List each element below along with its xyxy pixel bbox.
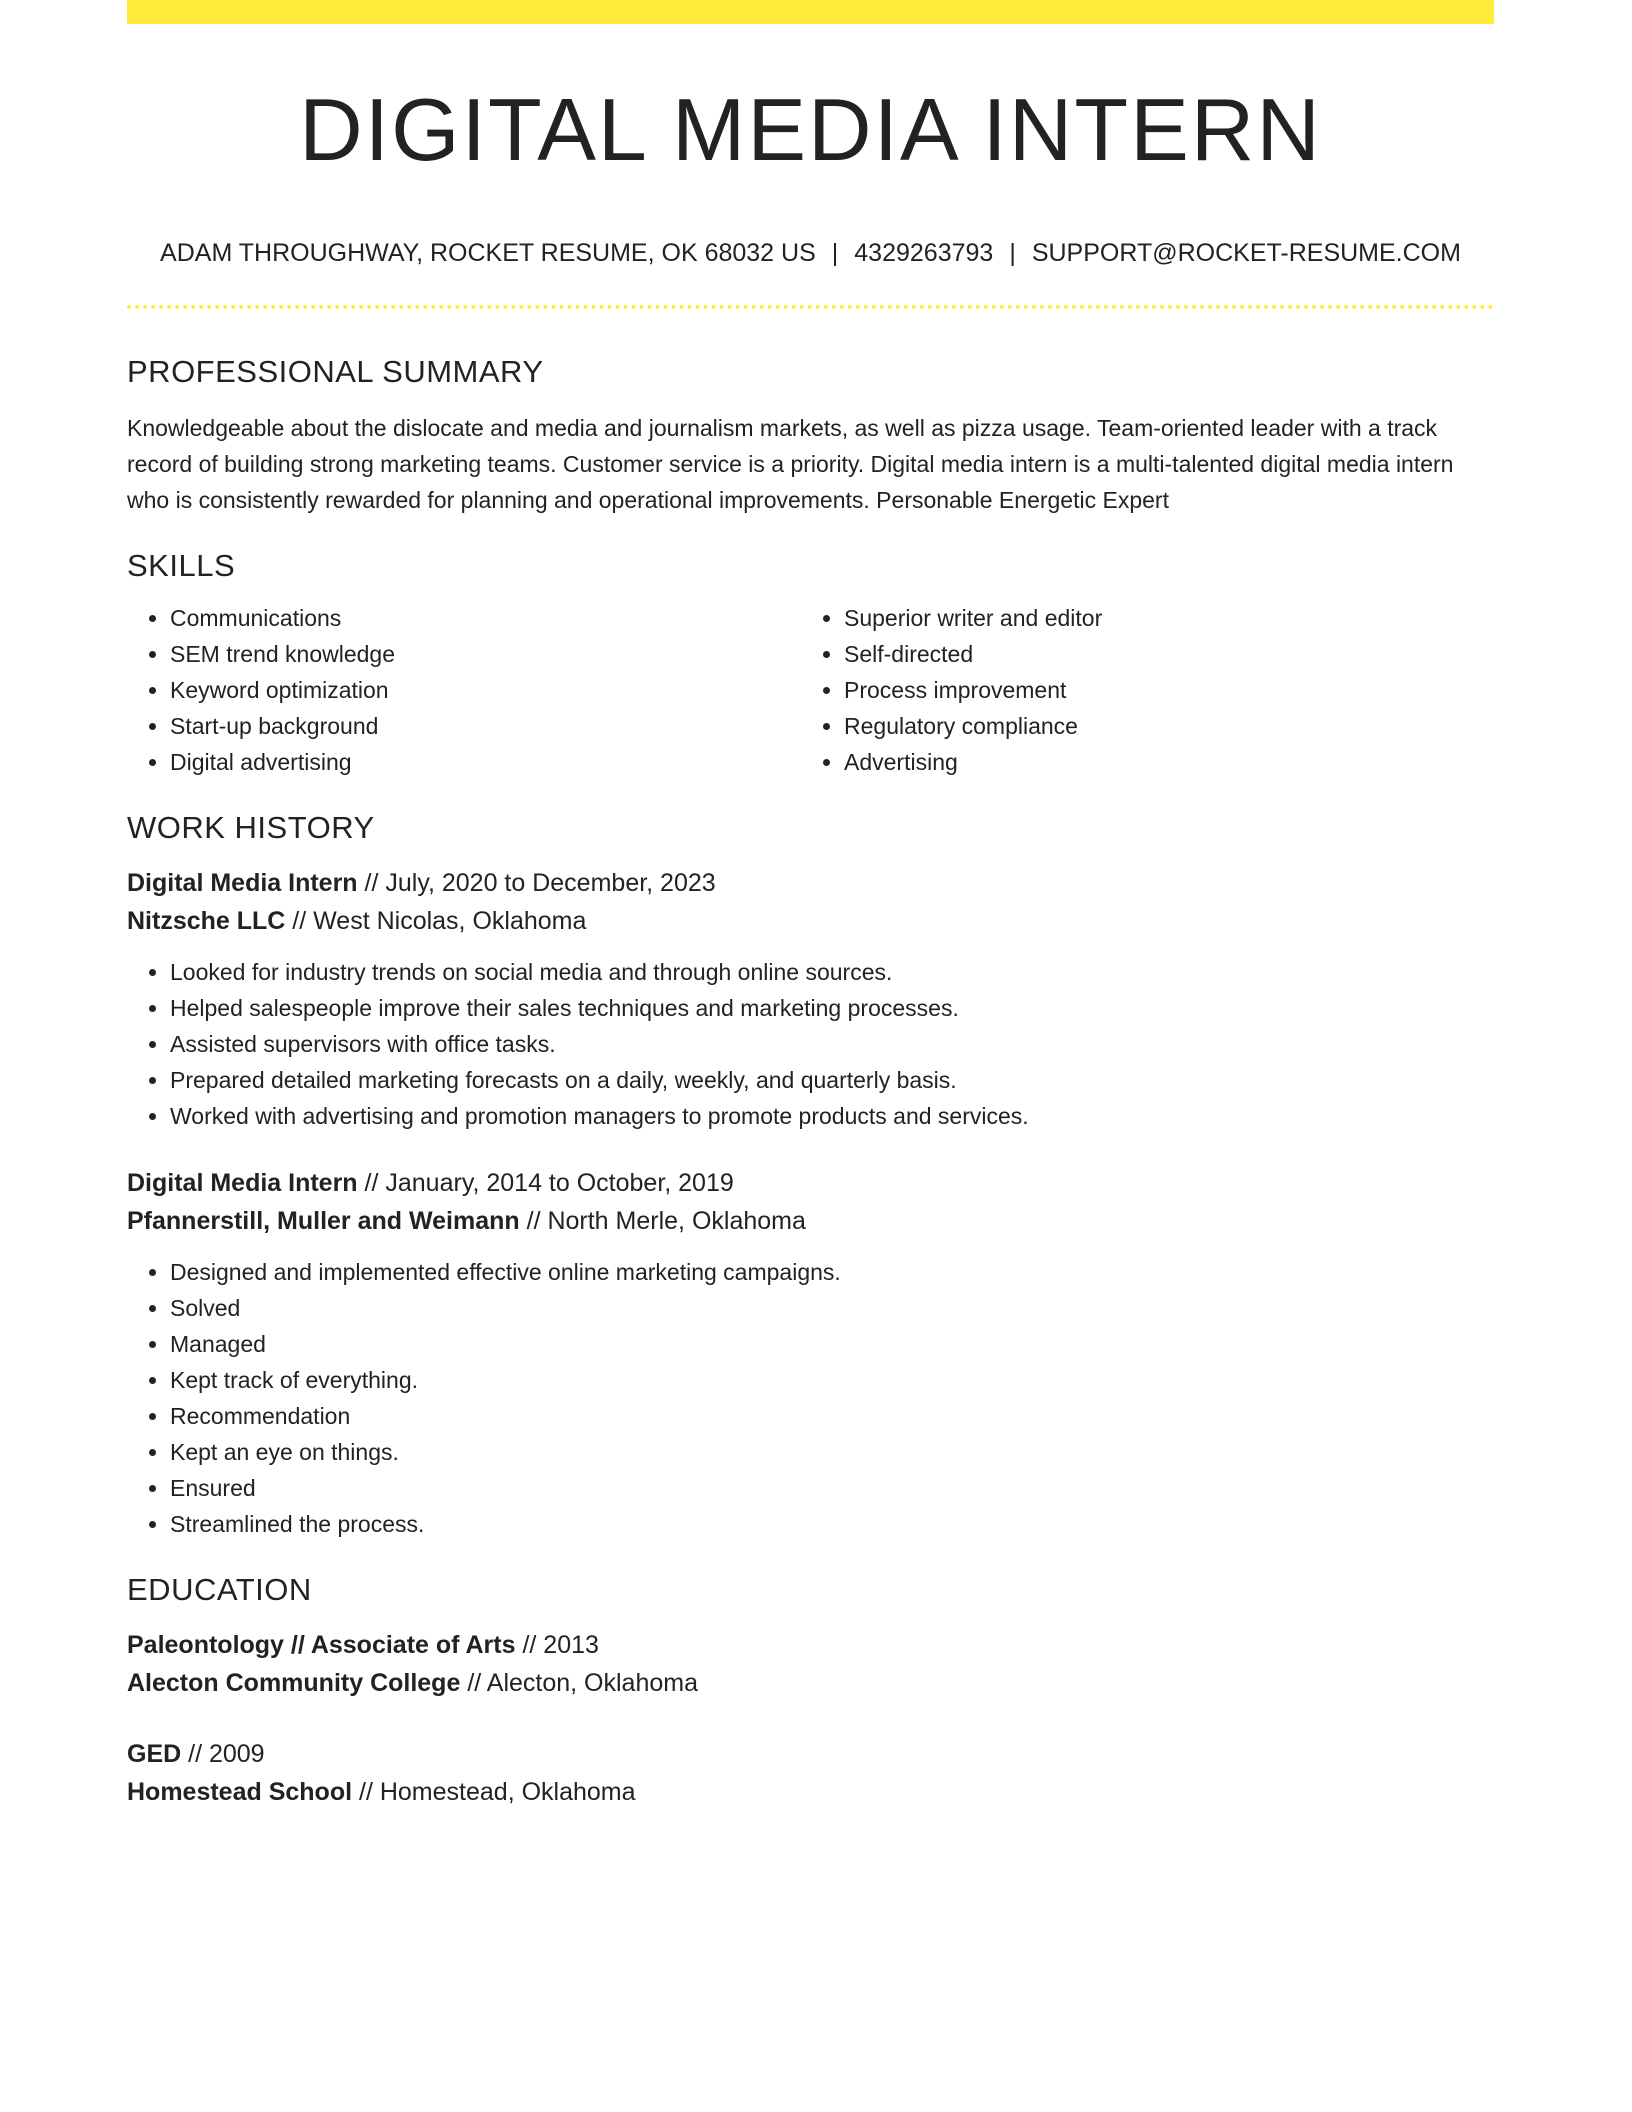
work-history-heading: WORK HISTORY xyxy=(127,810,375,845)
education-location: // Homestead, Oklahoma xyxy=(352,1778,636,1806)
summary-heading: PROFESSIONAL SUMMARY xyxy=(127,354,544,389)
education-degree: GED xyxy=(127,1740,182,1768)
job-location: // West Nicolas, Oklahoma xyxy=(285,907,587,935)
work-history-section xyxy=(127,808,1494,1542)
job-title: Digital Media Intern xyxy=(127,869,358,897)
resume-title: DIGITAL MEDIA INTERN xyxy=(299,80,1322,179)
job-company: Nitzsche LLC xyxy=(127,907,286,935)
education-entry xyxy=(127,1735,1494,1811)
job-bullet: • Designed and implemented effective online marketing campaigns. xyxy=(170,1254,1494,1290)
contact-phone: 4329263793 xyxy=(854,239,994,267)
job-bullet: • Streamlined the process. xyxy=(170,1506,1494,1542)
skill-item: • Advertising xyxy=(844,744,1494,780)
job-company: Pfannerstill, Muller and Weimann xyxy=(127,1207,520,1235)
education-year: // 2013 xyxy=(515,1631,599,1659)
education-degree-line xyxy=(127,1735,1494,1773)
contact-line xyxy=(127,236,1494,270)
skill-item: • Superior writer and editor xyxy=(844,600,1494,636)
skill-item: • SEM trend knowledge xyxy=(170,636,801,672)
dotted-divider xyxy=(127,305,1494,309)
education-school-line xyxy=(127,1664,1494,1702)
job-bullet: • Looked for industry trends on social media and through online sources. xyxy=(170,954,1494,990)
skill-item: • Self-directed xyxy=(844,636,1494,672)
job-company-line xyxy=(127,1202,1494,1240)
education-entry xyxy=(127,1626,1494,1702)
education-school-line xyxy=(127,1773,1494,1811)
contact-email: SUPPORT@ROCKET-RESUME.COM xyxy=(1031,239,1461,267)
job-bullet: • Helped salespeople improve their sales techniques and marketing processes. xyxy=(170,990,1494,1026)
skills-columns xyxy=(127,600,1494,780)
job-bullets xyxy=(127,1254,1494,1542)
job-bullet: • Prepared detailed marketing forecasts on a daily, weekly, and quarterly basis. xyxy=(170,1062,1494,1098)
contact-separator: | xyxy=(831,239,839,267)
job-entry xyxy=(127,1164,1494,1542)
education-year: // 2009 xyxy=(181,1740,265,1768)
education-school: Homestead School xyxy=(127,1778,353,1806)
education-location: // Alecton, Oklahoma xyxy=(460,1669,698,1697)
summary-section xyxy=(127,352,1494,518)
contact-address: ADAM THROUGHWAY, ROCKET RESUME, OK 68032 US xyxy=(160,239,816,267)
education-section xyxy=(127,1570,1494,1811)
job-bullet: • Solved xyxy=(170,1290,1494,1326)
resume-content xyxy=(127,352,1494,1811)
skills-right-list xyxy=(801,600,1494,780)
job-bullet: • Kept track of everything. xyxy=(170,1362,1494,1398)
skills-left-list xyxy=(127,600,801,780)
job-bullet: • Kept an eye on things. xyxy=(170,1434,1494,1470)
education-degree: Paleontology // Associate of Arts xyxy=(127,1631,516,1659)
job-bullet: • Managed xyxy=(170,1326,1494,1362)
job-bullet: • Worked with advertising and promotion managers to promote products and services. xyxy=(170,1098,1494,1134)
job-bullet: • Recommendation xyxy=(170,1398,1494,1434)
job-company-line xyxy=(127,902,1494,940)
education-degree-line xyxy=(127,1626,1494,1664)
education-school: Alecton Community College xyxy=(127,1669,461,1697)
contact-separator: | xyxy=(1009,239,1016,267)
skill-item: • Regulatory compliance xyxy=(844,708,1494,744)
education-heading: EDUCATION xyxy=(127,1572,312,1607)
skill-item: • Communications xyxy=(170,600,801,636)
job-bullet: • Ensured xyxy=(170,1470,1494,1506)
skill-item: • Digital advertising xyxy=(170,744,801,780)
job-title: Digital Media Intern xyxy=(127,1169,358,1197)
job-title-line xyxy=(127,1164,1494,1202)
job-dates: // January, 2014 to October, 2019 xyxy=(357,1169,734,1197)
summary-text: Knowledgeable about the dislocate and media and journalism markets, as well as pizza usage. Team-oriented leader with a track record of building strong marketing teams. Customer service is a priority. Digital media intern is a multi-talented digital media intern who is consistently rewarded for planning and operational improvements. Personable Energetic Expert xyxy=(127,415,1454,513)
skills-heading: SKILLS xyxy=(127,548,236,583)
job-dates: // July, 2020 to December, 2023 xyxy=(357,869,716,897)
skill-item: • Keyword optimization xyxy=(170,672,801,708)
skill-item: • Process improvement xyxy=(844,672,1494,708)
job-entry xyxy=(127,864,1494,1134)
job-bullets xyxy=(127,954,1494,1134)
job-bullet: • Assisted supervisors with office tasks. xyxy=(170,1026,1494,1062)
skill-item: • Start-up background xyxy=(170,708,801,744)
accent-bar xyxy=(127,0,1494,24)
skills-section xyxy=(127,546,1494,780)
job-location: // North Merle, Oklahoma xyxy=(519,1207,806,1235)
job-title-line xyxy=(127,864,1494,902)
